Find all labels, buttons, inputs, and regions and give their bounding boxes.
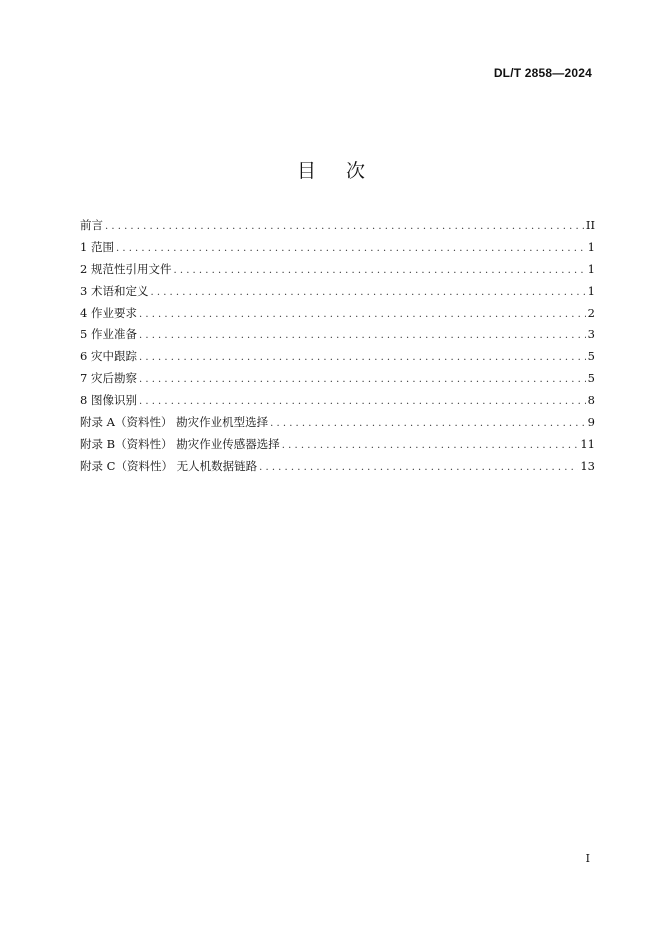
dot-leader — [105, 221, 584, 232]
toc-entry-page: 1 — [587, 283, 595, 298]
toc-entry-label: 7 灾后勘察 — [80, 371, 137, 386]
toc-entry-label: 前言 — [80, 218, 103, 232]
toc-entry-terms[interactable] — [80, 283, 595, 305]
dot-leader — [139, 309, 586, 320]
page-number: I — [585, 852, 590, 865]
toc-entry-page: 5 — [587, 371, 595, 386]
table-of-contents — [80, 217, 595, 480]
toc-entry-normative-references[interactable] — [80, 261, 595, 283]
toc-entry-label: 1 范围 — [80, 239, 114, 254]
toc-entry-label: 6 灾中跟踪 — [80, 349, 137, 364]
toc-entry-requirements[interactable] — [80, 305, 595, 327]
toc-entry-annex-c[interactable] — [80, 458, 595, 480]
toc-entry-page: 1 — [587, 261, 595, 276]
page-title — [0, 156, 662, 183]
standard-code: DL/T 2858—2024 — [493, 66, 592, 80]
dot-leader — [150, 287, 585, 298]
toc-entry-annex-b[interactable] — [80, 436, 595, 458]
toc-entry-label: 4 作业要求 — [80, 305, 137, 320]
toc-entry-label: 附录 C（资料性） 无人机数据链路 — [80, 458, 258, 473]
dot-leader — [116, 243, 586, 254]
toc-entry-tracking[interactable] — [80, 348, 595, 370]
dot-leader — [259, 462, 578, 473]
dot-leader — [139, 352, 586, 363]
toc-entry-scope[interactable] — [80, 239, 595, 261]
dot-leader — [173, 265, 585, 276]
toc-entry-label: 附录 A（资料性） 勘灾作业机型选择 — [80, 415, 269, 430]
title-char-1: 目 — [296, 160, 316, 182]
toc-entry-page: 5 — [587, 349, 595, 364]
dot-leader — [139, 396, 586, 407]
toc-entry-label: 3 术语和定义 — [80, 283, 149, 298]
title-char-2: 次 — [346, 160, 366, 182]
toc-entry-page: 13 — [580, 458, 595, 473]
toc-entry-annex-a[interactable] — [80, 414, 595, 436]
toc-entry-label: 8 图像识别 — [80, 393, 137, 408]
toc-entry-preparation[interactable] — [80, 326, 595, 348]
toc-entry-label: 附录 B（资料性） 勘灾作业传感器选择 — [80, 436, 280, 451]
toc-entry-page: 11 — [580, 436, 595, 451]
dot-leader — [139, 330, 586, 341]
dot-leader — [270, 418, 586, 429]
toc-entry-page: 1 — [587, 239, 595, 254]
toc-entry-foreword[interactable] — [80, 217, 595, 239]
dot-leader — [139, 374, 586, 385]
toc-entry-page: 3 — [587, 327, 595, 342]
toc-entry-page: 9 — [587, 415, 595, 430]
dot-leader — [282, 440, 579, 451]
toc-entry-label: 5 作业准备 — [80, 327, 137, 342]
toc-entry-label: 2 规范性引用文件 — [80, 261, 172, 276]
toc-entry-page: 2 — [587, 305, 595, 320]
toc-entry-page: 8 — [587, 393, 595, 408]
toc-entry-image-recognition[interactable] — [80, 392, 595, 414]
toc-entry-survey[interactable] — [80, 370, 595, 392]
toc-entry-page: II — [585, 218, 595, 232]
